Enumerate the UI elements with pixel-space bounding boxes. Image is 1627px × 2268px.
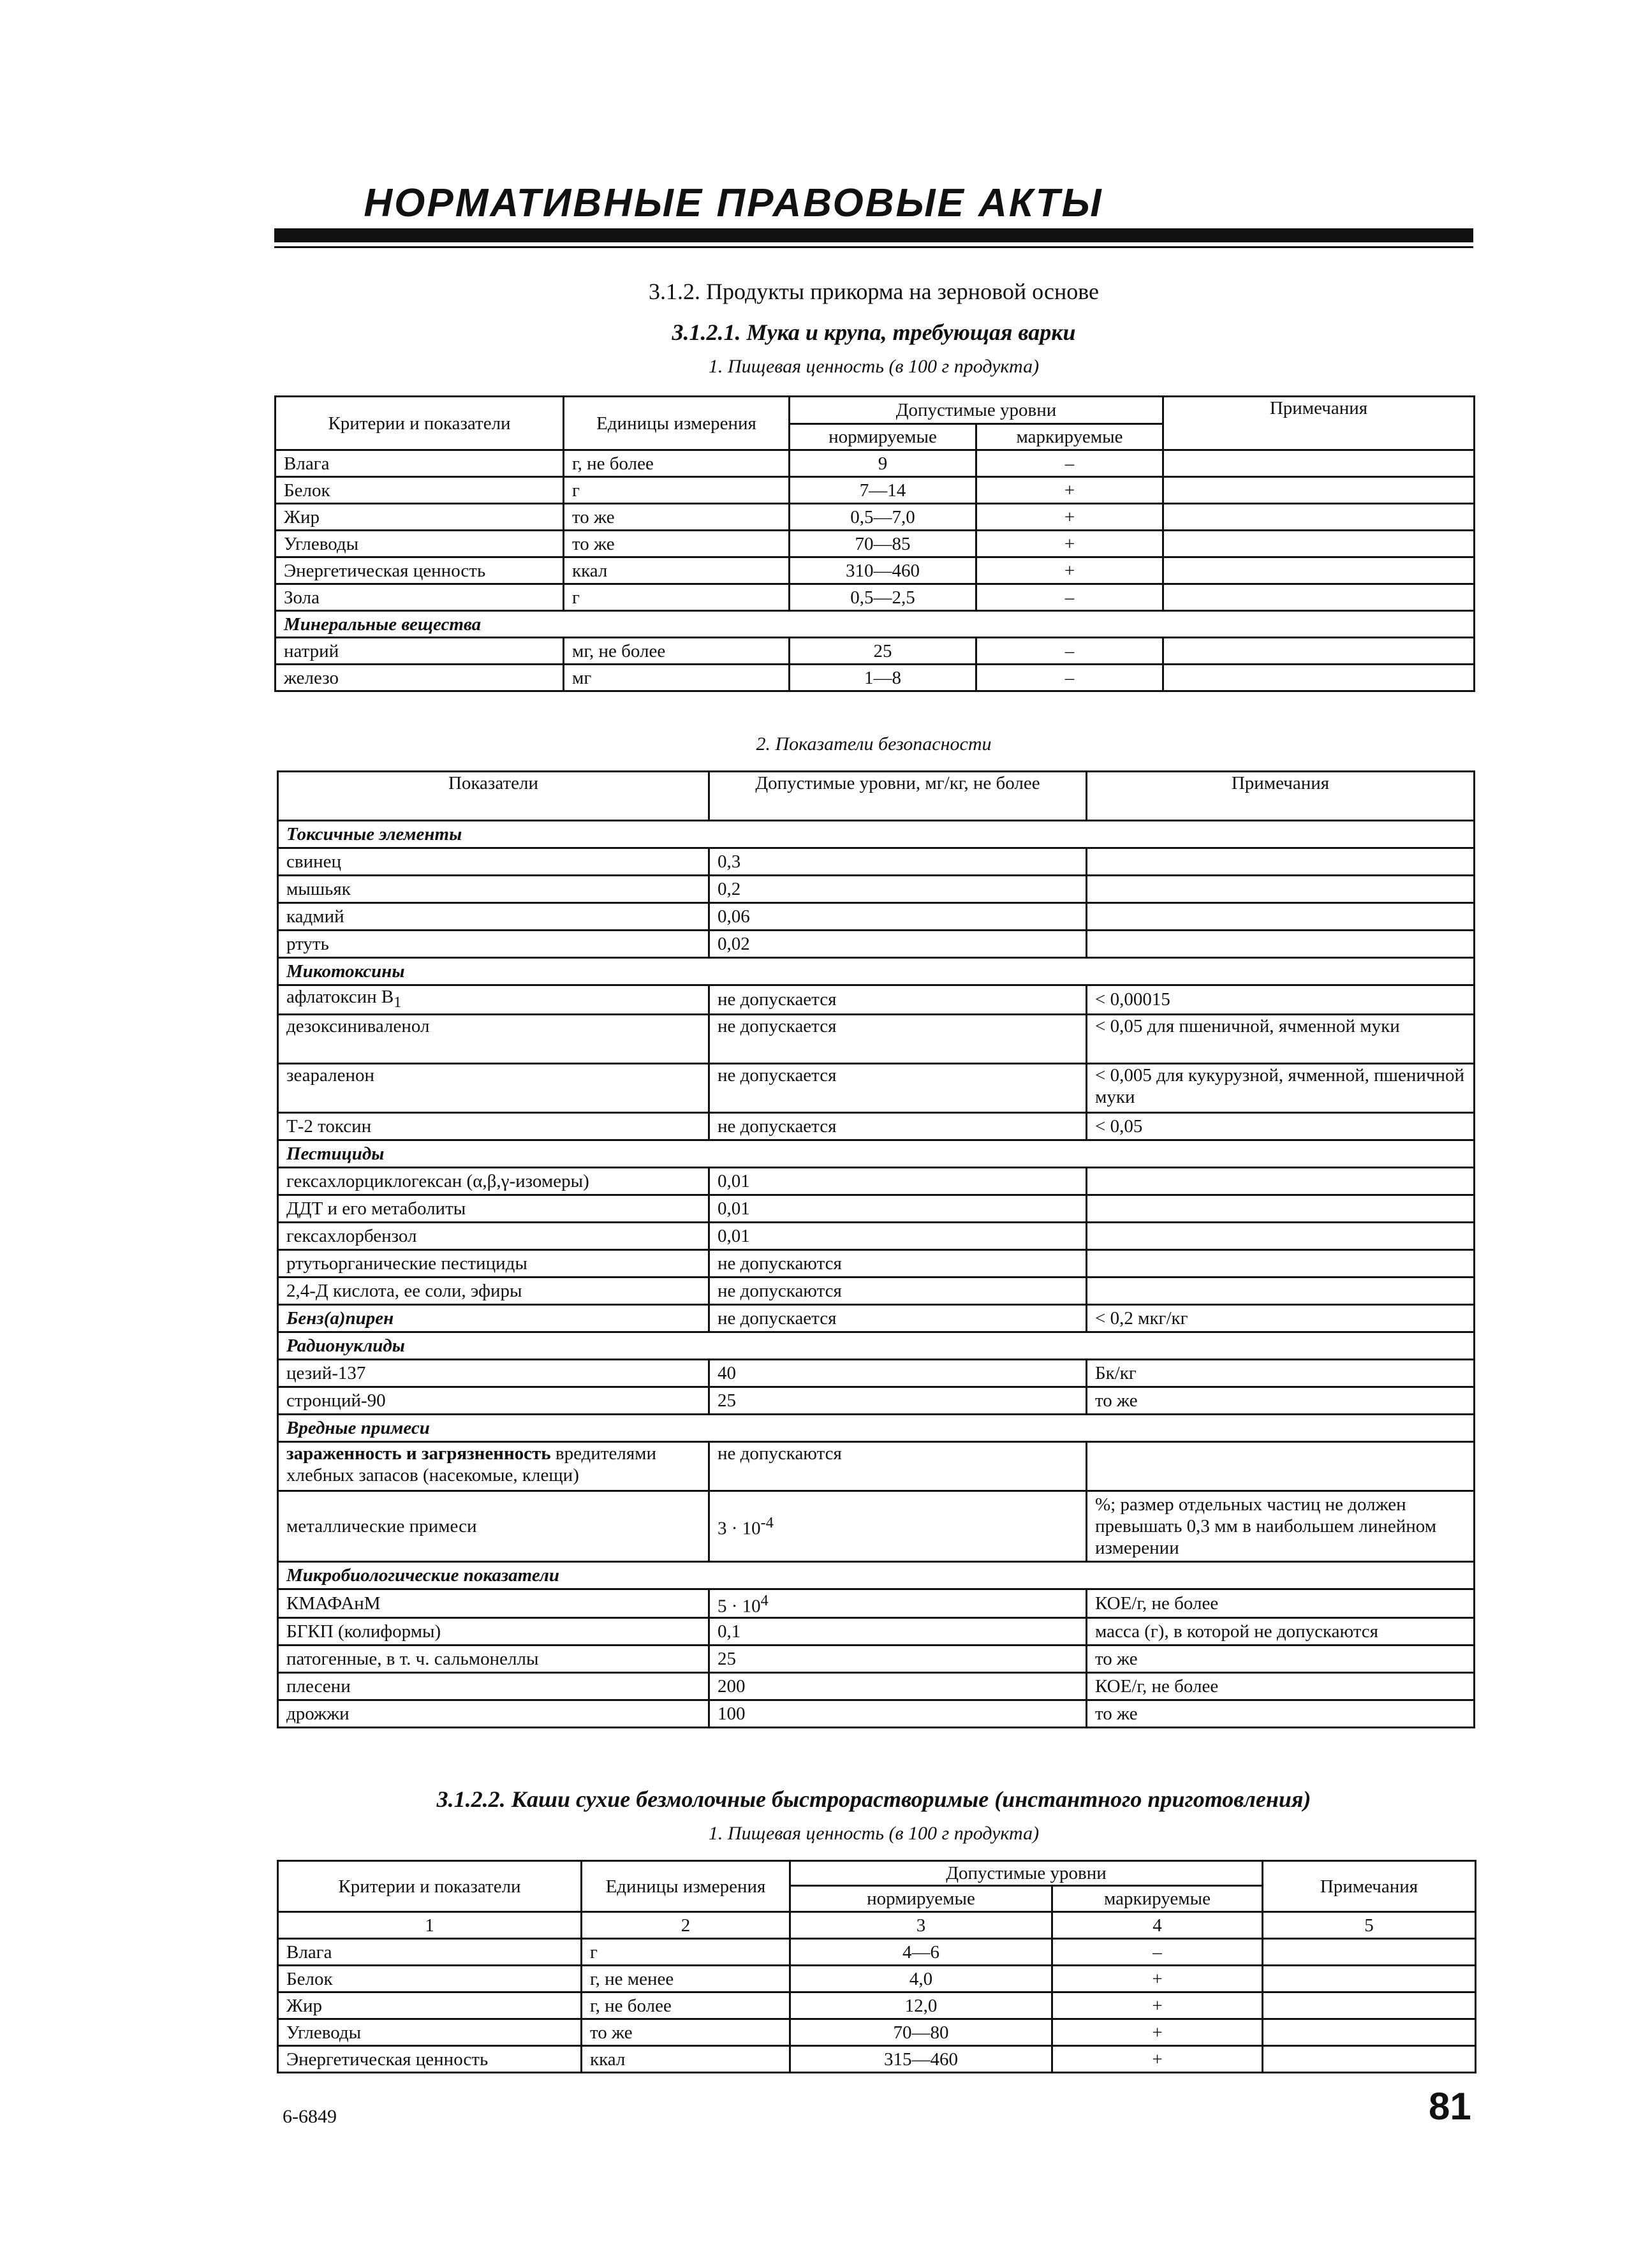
cell-name: Жир (276, 504, 564, 531)
cell-unit: г, не более (564, 450, 790, 477)
table-row (276, 638, 1475, 665)
cell-name: Белок (276, 477, 564, 504)
cell-note: %; размер отдельных частиц не должен превышать 0,3 мм в наибольшем линейном измерении (1087, 1491, 1475, 1561)
table-row (278, 1939, 1476, 1966)
cell-name (278, 985, 709, 1015)
cell-note (1163, 450, 1475, 477)
cell-norm: 70—85 (790, 531, 976, 557)
cell-level: 0,1 (709, 1618, 1087, 1646)
table-row (276, 531, 1475, 557)
cell-unit: г, не более (582, 1992, 790, 2019)
table-row (278, 1014, 1475, 1063)
cell-name: ртуть (278, 931, 709, 958)
cell-name: стронций-90 (278, 1387, 709, 1414)
cell-name: металлические примеси (278, 1491, 709, 1561)
cell-note (1163, 504, 1475, 531)
cell-name: мышьяк (278, 876, 709, 903)
cell-note (1163, 638, 1475, 665)
cell-mark: – (976, 584, 1163, 611)
cell-level: 100 (709, 1700, 1087, 1728)
cell-note (1263, 2019, 1476, 2046)
group-row (278, 1140, 1475, 1167)
cell-name-bold: зараженность и загрязненность (286, 1443, 551, 1464)
cell-name: кадмий (278, 903, 709, 931)
cell-name: Т-2 токсин (278, 1112, 709, 1140)
cell-name: БГКП (колиформы) (278, 1618, 709, 1646)
group-label: Вредные примеси (278, 1414, 1475, 1441)
header-normalized: нормируемые (790, 424, 976, 450)
cell-level: не допускаются (709, 1441, 1087, 1491)
table-row (278, 2046, 1476, 2073)
table-row (278, 985, 1475, 1015)
cell-note (1263, 1992, 1476, 2019)
cell-level-base: 5 · 10 (718, 1596, 761, 1617)
cell-level: 40 (709, 1359, 1087, 1387)
cell-unit: то же (564, 504, 790, 531)
table-row (278, 1249, 1475, 1277)
group-label: Токсичные элементы (278, 821, 1475, 848)
cell-level: 0,01 (709, 1167, 1087, 1195)
group-row (276, 611, 1475, 638)
table-row (276, 477, 1475, 504)
cell-name: плесени (278, 1673, 709, 1700)
cell-name: Углеводы (278, 2019, 582, 2046)
page-number: 81 (1429, 2085, 1471, 2128)
column-number: 2 (582, 1912, 790, 1939)
column-number: 3 (790, 1912, 1052, 1939)
table-row (278, 1491, 1475, 1561)
cell-note: КОЕ/г, не более (1087, 1673, 1475, 1700)
cell-name: 2,4-Д кислота, ее соли, эфиры (278, 1277, 709, 1304)
cell-mark: – (976, 665, 1163, 691)
cell-norm: 4—6 (790, 1939, 1052, 1966)
cell-name: зеараленон (278, 1063, 709, 1112)
column-number: 4 (1052, 1912, 1263, 1939)
cell-name: Жир (278, 1992, 582, 2019)
cell-note (1087, 1195, 1475, 1222)
table-row (278, 1063, 1475, 1112)
cell-name-subscript: 1 (394, 993, 402, 1011)
print-code: 6-6849 (283, 2106, 337, 2127)
group-label: Микробиологические показатели (278, 1561, 1475, 1589)
cell-name: КМАФАнМ (278, 1589, 709, 1618)
cell-note (1163, 477, 1475, 504)
cell-level: не допускаются (709, 1249, 1087, 1277)
header-normalized: нормируемые (790, 1886, 1052, 1912)
cell-note (1087, 1249, 1475, 1277)
cell-note: < 0,00015 (1087, 985, 1475, 1015)
cell-level (709, 1589, 1087, 1618)
header-notes: Примечания (1263, 1861, 1476, 1912)
cell-unit: то же (564, 531, 790, 557)
table-row (278, 848, 1475, 876)
table-row (278, 1277, 1475, 1304)
header-levels: Допустимые уровни, мг/кг, не более (709, 772, 1087, 821)
table-row (278, 931, 1475, 958)
cell-level (709, 1491, 1087, 1561)
table-caption: 1. Пищевая ценность (в 100 г продукта) (708, 356, 1040, 377)
cell-name: Влага (278, 1939, 582, 1966)
header-rule-thin (274, 246, 1473, 248)
cell-unit: то же (582, 2019, 790, 2046)
cell-unit: мг, не более (564, 638, 790, 665)
cell-level: не допускается (709, 1112, 1087, 1140)
safety-table (277, 770, 1475, 1728)
cell-level: не допускается (709, 1014, 1087, 1063)
table-row (276, 450, 1475, 477)
cell-mark: + (1052, 2046, 1263, 2073)
cell-level: 200 (709, 1673, 1087, 1700)
cell-note (1087, 903, 1475, 931)
cell-name: свинец (278, 848, 709, 876)
cell-note: < 0,005 для кукурузной, ячменной, пшеничной муки (1087, 1063, 1475, 1112)
cell-level: 0,06 (709, 903, 1087, 931)
cell-level: 0,01 (709, 1222, 1087, 1249)
cell-level: 0,3 (709, 848, 1087, 876)
header-levels: Допустимые уровни (790, 397, 1163, 424)
cell-norm: 9 (790, 450, 976, 477)
cell-norm: 12,0 (790, 1992, 1052, 2019)
table-row (278, 1646, 1475, 1673)
cell-note: < 0,05 для пшеничной, ячменной муки (1087, 1014, 1475, 1063)
cell-level-exponent: 4 (760, 1591, 769, 1609)
cell-unit: г (582, 1939, 790, 1966)
subsection-title: 3.1.2.1. Мука и крупа, требующая варки (672, 320, 1076, 345)
cell-name: натрий (276, 638, 564, 665)
cell-mark: + (976, 531, 1163, 557)
cell-name: гексахлорбензол (278, 1222, 709, 1249)
cell-name: патогенные, в т. ч. сальмонеллы (278, 1646, 709, 1673)
cell-unit: ккал (582, 2046, 790, 2073)
cell-level: не допускается (709, 1304, 1087, 1332)
cell-level: не допускаются (709, 1277, 1087, 1304)
cell-mark: + (976, 477, 1163, 504)
cell-level: 0,01 (709, 1195, 1087, 1222)
group-row (278, 1332, 1475, 1359)
cell-norm: 310—460 (790, 557, 976, 584)
instant-porridge-nutrition-table (277, 1860, 1476, 2073)
header-units: Единицы измерения (564, 397, 790, 450)
table-row (276, 504, 1475, 531)
cell-mark: + (976, 557, 1163, 584)
cell-name: Белок (278, 1966, 582, 1992)
cell-name: Бенз(а)пирен (278, 1304, 709, 1332)
table-row (278, 1966, 1476, 1992)
cell-name: Энергетическая ценность (278, 2046, 582, 2073)
group-row (278, 958, 1475, 985)
cell-unit: ккал (564, 557, 790, 584)
cell-note: масса (г), в которой не допускаются (1087, 1618, 1475, 1646)
cell-norm: 25 (790, 638, 976, 665)
header-labeled: маркируемые (1052, 1886, 1263, 1912)
cell-name: дрожжи (278, 1700, 709, 1728)
cell-level: 25 (709, 1646, 1087, 1673)
header-indicators: Показатели (278, 772, 709, 821)
header-labeled: маркируемые (976, 424, 1163, 450)
cell-norm: 0,5—7,0 (790, 504, 976, 531)
table-row (278, 1304, 1475, 1332)
cell-norm: 70—80 (790, 2019, 1052, 2046)
table-row (276, 665, 1475, 691)
column-number: 5 (1263, 1912, 1476, 1939)
group-label: Пестициды (278, 1140, 1475, 1167)
cell-unit: г (564, 477, 790, 504)
cell-mark: + (1052, 2019, 1263, 2046)
cell-norm: 4,0 (790, 1966, 1052, 1992)
cell-note: то же (1087, 1700, 1475, 1728)
cell-norm: 1—8 (790, 665, 976, 691)
header-notes: Примечания (1087, 772, 1475, 821)
cell-name: Зола (276, 584, 564, 611)
cell-level: не допускается (709, 985, 1087, 1015)
table-row (278, 1992, 1476, 2019)
page-header-title: НОРМАТИВНЫЕ ПРАВОВЫЕ АКТЫ (364, 181, 1103, 225)
cell-mark: – (976, 638, 1163, 665)
cell-name (278, 1441, 709, 1491)
cell-note (1087, 876, 1475, 903)
cell-mark: + (1052, 1992, 1263, 2019)
table-row (278, 1167, 1475, 1195)
cell-note: < 0,2 мкг/кг (1087, 1304, 1475, 1332)
cell-level: 0,2 (709, 876, 1087, 903)
cell-note (1163, 531, 1475, 557)
table-row (278, 1222, 1475, 1249)
table-caption: 2. Показатели безопасности (756, 733, 992, 755)
cell-level: 25 (709, 1387, 1087, 1414)
cell-unit: г, не менее (582, 1966, 790, 1992)
cell-name: цезий-137 (278, 1359, 709, 1387)
cell-note (1087, 1441, 1475, 1491)
cell-note: Бк/кг (1087, 1359, 1475, 1387)
cell-note (1087, 1167, 1475, 1195)
cell-name-rest: вредителями хлебных запасов (насекомые, клещи) (286, 1443, 657, 1485)
cell-mark: – (976, 450, 1163, 477)
cell-note (1163, 584, 1475, 611)
header-levels: Допустимые уровни (790, 1861, 1263, 1886)
cell-unit: г (564, 584, 790, 611)
table-caption: 1. Пищевая ценность (в 100 г продукта) (708, 1823, 1040, 1844)
cell-note: КОЕ/г, не более (1087, 1589, 1475, 1618)
cell-mark: – (1052, 1939, 1263, 1966)
table-row (278, 1195, 1475, 1222)
table-row (278, 1441, 1475, 1491)
cell-mark: + (976, 504, 1163, 531)
cell-mark: + (1052, 1966, 1263, 1992)
table-row (278, 1673, 1475, 1700)
subsection-title: 3.1.2.2. Каши сухие безмолочные быстрорастворимые (инстантного приготовления) (436, 1786, 1311, 1812)
cell-norm: 7—14 (790, 477, 976, 504)
table-row (278, 1589, 1475, 1618)
section-title: 3.1.2. Продукты прикорма на зерновой основе (648, 279, 1099, 304)
table-row (278, 903, 1475, 931)
cell-name: дезоксиниваленол (278, 1014, 709, 1063)
group-row (278, 1561, 1475, 1589)
cell-norm: 315—460 (790, 2046, 1052, 2073)
cell-name-text: афлатоксин B (286, 987, 394, 1007)
column-number: 1 (278, 1912, 582, 1939)
cell-name: гексахлорциклогексан (α,β,γ-изомеры) (278, 1167, 709, 1195)
cell-note (1163, 665, 1475, 691)
group-row (278, 821, 1475, 848)
table-row (278, 1359, 1475, 1387)
header-units: Единицы измерения (582, 1861, 790, 1912)
group-label: Минеральные вещества (276, 611, 1475, 638)
column-number-row (278, 1912, 1476, 1939)
table-row (278, 1700, 1475, 1728)
cell-name: Влага (276, 450, 564, 477)
table-row (278, 876, 1475, 903)
cell-note (1263, 2046, 1476, 2073)
table-row (276, 557, 1475, 584)
cell-level: не допускается (709, 1063, 1087, 1112)
group-label: Микотоксины (278, 958, 1475, 985)
header-notes: Примечания (1163, 397, 1475, 450)
cell-name: железо (276, 665, 564, 691)
cell-level: 0,02 (709, 931, 1087, 958)
group-label: Радионуклиды (278, 1332, 1475, 1359)
table-row (276, 584, 1475, 611)
cell-name: Энергетическая ценность (276, 557, 564, 584)
table-row (278, 1387, 1475, 1414)
table-row (278, 1618, 1475, 1646)
table-row (278, 2019, 1476, 2046)
cell-note (1087, 1277, 1475, 1304)
cell-unit: мг (564, 665, 790, 691)
cell-name: Углеводы (276, 531, 564, 557)
cell-note: то же (1087, 1387, 1475, 1414)
cell-note: < 0,05 (1087, 1112, 1475, 1140)
cell-note (1087, 848, 1475, 876)
cell-norm: 0,5—2,5 (790, 584, 976, 611)
cell-name: ДДТ и его метаболиты (278, 1195, 709, 1222)
cell-note (1263, 1966, 1476, 1992)
cell-level-exponent: -4 (760, 1514, 774, 1532)
cell-note (1163, 557, 1475, 584)
cell-note (1087, 1222, 1475, 1249)
cell-note (1263, 1939, 1476, 1966)
nutrition-table (274, 395, 1475, 692)
table-row (278, 1112, 1475, 1140)
header-rule-thick (274, 228, 1473, 242)
group-row (278, 1414, 1475, 1441)
header-criteria: Критерии и показатели (276, 397, 564, 450)
cell-note (1087, 931, 1475, 958)
cell-note: то же (1087, 1646, 1475, 1673)
header-criteria: Критерии и показатели (278, 1861, 582, 1912)
cell-name: ртутьорганические пестициды (278, 1249, 709, 1277)
cell-level-base: 3 · 10 (718, 1519, 761, 1540)
